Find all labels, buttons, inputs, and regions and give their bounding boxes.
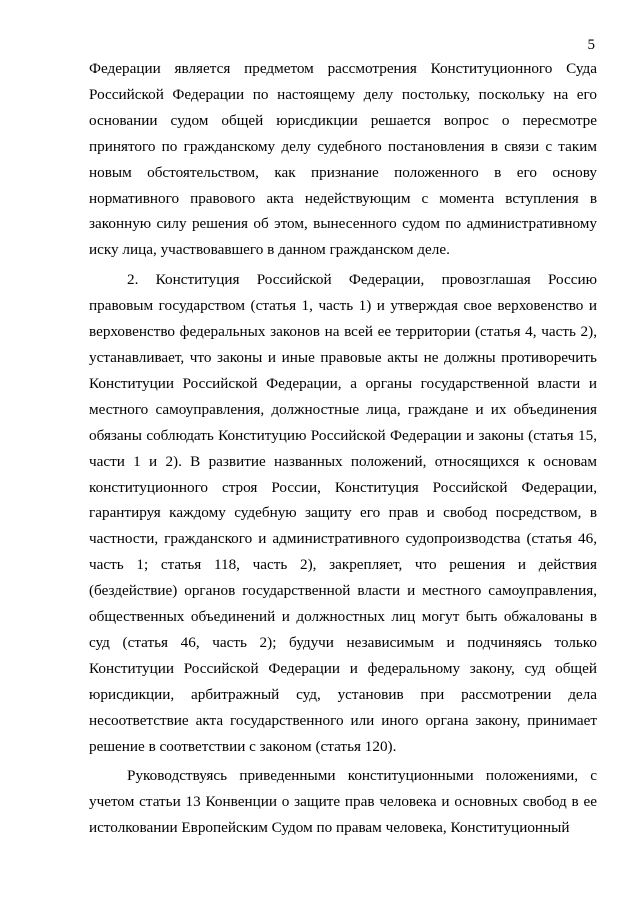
- paragraph-continuation: Федерации является предметом рассмотрения Конституционного Суда Российской Федерации по настоящему делу постольку, поскольку на его основании судом общей юрисдикции решается вопрос о пересмотре принятого по гражданскому делу судебного постановления в связи с таким новым обстоятельством, как признание положенного в его основу нормативного правового акта недействующим с момента вступления в законную силу решения об этом, вынесенного судом по административному иску лица, участвовавшего в данном гражданском деле.: [89, 60, 597, 259]
- document-body: [89, 56, 597, 841]
- page-number: 5: [587, 37, 595, 53]
- paragraph-item-2: 2. Конституция Российской Федерации, провозглашая Россию правовым государством (статья 1, часть 1) и утверждая свое верховенство и верховенство федеральных законов на всей ее территории (статья 4, часть 2), устанавливает, что законы и иные правовые акты не должны противоречить Конституции Российской Федерации, а органы государственной власти и местного самоуправления, должностные лица, граждане и их объединения обязаны соблюдать Конституцию Российской Федерации и законы (статья 15, части 1 и 2). В развитие названных положений, относящихся к основам конституционного строя России, Конституция Российской Федерации, гарантируя каждому судебную защиту его прав и свобод посредством, в частности, гражданского и административного судопроизводства (статья 46, часть 1; статья 118, часть 2), закрепляет, что решения и действия (бездействие) органов государственной власти и местного самоуправления, общественных объединений и должностных лиц могут быть обжалованы в суд (статья 46, часть 2); будучи независимым и подчиняясь только Конституции Российской Федерации и федеральному закону, суд общей юрисдикции, арбитражный суд, установив при рассмотрении дела несоответствие акта государственного или иного органа закону, принимает решение в соответствии с законом (статья 120).: [89, 271, 597, 755]
- paragraph-guided-by: Руководствуясь приведенными конституционными положениями, с учетом статьи 13 Конвенции о защите прав человека и основных свобод в ее истолковании Европейским Судом по правам человека, Конституционный: [89, 767, 597, 837]
